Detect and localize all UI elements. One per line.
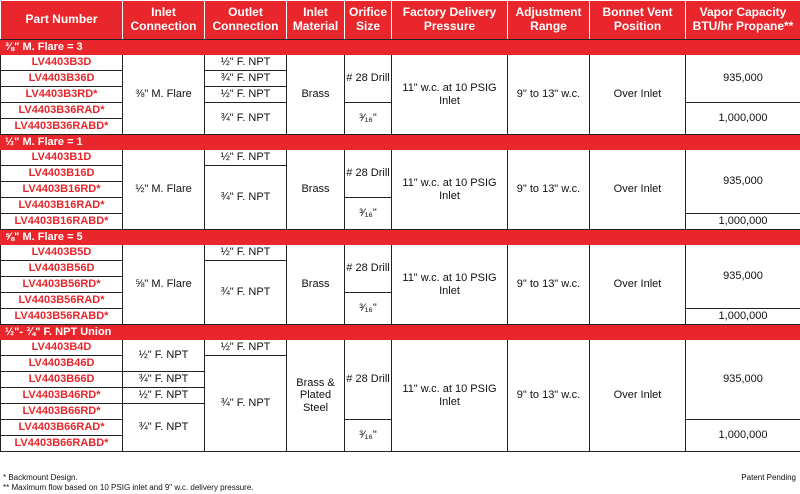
part-number: LV4403B66RABD* <box>1 436 123 452</box>
header-bonnet-vent: Bonnet Vent Position <box>590 1 686 40</box>
header-inlet-material: Inlet Material <box>287 1 345 40</box>
header-orifice-size: Orifice Size <box>345 1 392 40</box>
part-number: LV4403B36RABD* <box>1 119 123 135</box>
orifice-size: # 28 Drill <box>345 340 392 420</box>
outlet-connection: ½" F. NPT <box>205 340 287 356</box>
delivery-pressure: 11" w.c. at 10 PSIG Inlet <box>392 245 508 325</box>
inlet-connection: ½" M. Flare <box>123 150 205 230</box>
orifice-size: ³⁄₁₆" <box>345 420 392 452</box>
part-number: LV4403B3RD* <box>1 87 123 103</box>
section-header <box>1 230 800 245</box>
vapor-capacity: 1,000,000 <box>686 309 800 325</box>
part-number: LV4403B36RAD* <box>1 103 123 119</box>
orifice-size: # 28 Drill <box>345 150 392 198</box>
inlet-material: Brass <box>287 245 345 325</box>
inlet-material: Brass & Plated Steel <box>287 340 345 452</box>
adjustment-range: 9" to 13" w.c. <box>508 340 590 452</box>
outlet-connection: ¾" F. NPT <box>205 166 287 230</box>
outlet-connection: ½" F. NPT <box>205 150 287 166</box>
vapor-capacity: 1,000,000 <box>686 420 800 452</box>
inlet-connection: ½" F. NPT <box>123 340 205 372</box>
section-title: ⅝" M. Flare = 5 <box>1 230 800 245</box>
delivery-pressure: 11" w.c. at 10 PSIG Inlet <box>392 150 508 230</box>
part-number: LV4403B56RD* <box>1 277 123 293</box>
part-number: LV4403B56D <box>1 261 123 277</box>
outlet-connection: ¾" F. NPT <box>205 261 287 325</box>
header-vapor-capacity: Vapor Capacity BTU/hr Propane** <box>686 1 800 40</box>
part-number: LV4403B66D <box>1 372 123 388</box>
header-part-number: Part Number <box>1 1 123 40</box>
adjustment-range: 9" to 13" w.c. <box>508 245 590 325</box>
header-row <box>1 1 800 40</box>
outlet-connection: ¾" F. NPT <box>205 356 287 452</box>
vapor-capacity: 935,000 <box>686 150 800 214</box>
delivery-pressure: 11" w.c. at 10 PSIG Inlet <box>392 340 508 452</box>
part-number: LV4403B16RAD* <box>1 198 123 214</box>
bonnet-vent: Over Inlet <box>590 150 686 230</box>
bonnet-vent: Over Inlet <box>590 245 686 325</box>
part-number: LV4403B56RAD* <box>1 293 123 309</box>
vapor-capacity: 1,000,000 <box>686 214 800 230</box>
section-title: ⅜" M. Flare = 3 <box>1 40 800 55</box>
section-title: ½" M. Flare = 1 <box>1 135 800 150</box>
part-number: LV4403B16RD* <box>1 182 123 198</box>
outlet-connection: ½" F. NPT <box>205 245 287 261</box>
inlet-connection: ⅝" M. Flare <box>123 245 205 325</box>
part-number: LV4403B3D <box>1 55 123 71</box>
inlet-material: Brass <box>287 150 345 230</box>
vapor-capacity: 935,000 <box>686 55 800 103</box>
orifice-size: ³⁄₁₆" <box>345 293 392 325</box>
inlet-material: Brass <box>287 55 345 135</box>
part-number: LV4403B16RABD* <box>1 214 123 230</box>
bonnet-vent: Over Inlet <box>590 340 686 452</box>
footnote-backmount: * Backmount Design. <box>3 473 78 482</box>
part-number: LV4403B56RABD* <box>1 309 123 325</box>
section-title: ½"- ¾" F. NPT Union <box>1 325 800 340</box>
section-header <box>1 135 800 150</box>
vapor-capacity: 935,000 <box>686 340 800 420</box>
section-header <box>1 325 800 340</box>
part-number: LV4403B4D <box>1 340 123 356</box>
header-delivery-pressure: Factory Delivery Pressure <box>392 1 508 40</box>
part-number: LV4403B1D <box>1 150 123 166</box>
part-number: LV4403B36D <box>1 71 123 87</box>
delivery-pressure: 11" w.c. at 10 PSIG Inlet <box>392 55 508 135</box>
orifice-size: # 28 Drill <box>345 55 392 103</box>
vapor-capacity: 1,000,000 <box>686 103 800 135</box>
inlet-connection: ⅜" M. Flare <box>123 55 205 135</box>
part-number: LV4403B5D <box>1 245 123 261</box>
inlet-connection: ¾" F. NPT <box>123 372 205 388</box>
inlet-connection: ¾" F. NPT <box>123 404 205 452</box>
vapor-capacity: 935,000 <box>686 245 800 309</box>
part-number: LV4403B66RD* <box>1 404 123 420</box>
orifice-size: ³⁄₁₆" <box>345 198 392 230</box>
patent-pending: Patent Pending <box>741 473 796 482</box>
bonnet-vent: Over Inlet <box>590 55 686 135</box>
header-adjustment-range: Adjustment Range <box>508 1 590 40</box>
inlet-connection: ½" F. NPT <box>123 388 205 404</box>
footnote-max-flow: ** Maximum flow based on 10 PSIG inlet and 9" w.c. delivery pressure. <box>3 483 254 492</box>
header-outlet-connection: Outlet Connection <box>205 1 287 40</box>
header-inlet-connection: Inlet Connection <box>123 1 205 40</box>
outlet-connection: ¾" F. NPT <box>205 103 287 135</box>
section-header <box>1 40 800 55</box>
outlet-connection: ¾" F. NPT <box>205 71 287 87</box>
part-number: LV4403B46RD* <box>1 388 123 404</box>
outlet-connection: ½" F. NPT <box>205 87 287 103</box>
part-number: LV4403B46D <box>1 356 123 372</box>
orifice-size: ³⁄₁₆" <box>345 103 392 135</box>
adjustment-range: 9" to 13" w.c. <box>508 55 590 135</box>
part-number: LV4403B16D <box>1 166 123 182</box>
outlet-connection: ½" F. NPT <box>205 55 287 71</box>
adjustment-range: 9" to 13" w.c. <box>508 150 590 230</box>
orifice-size: # 28 Drill <box>345 245 392 293</box>
part-number: LV4403B66RAD* <box>1 420 123 436</box>
